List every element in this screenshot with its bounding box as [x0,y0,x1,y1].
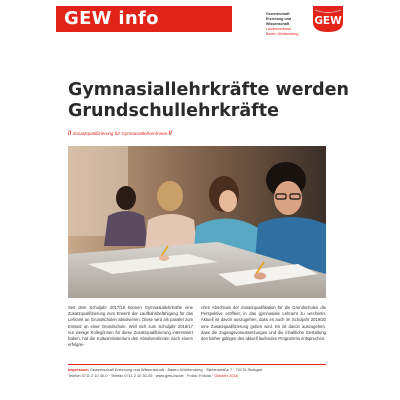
article-body [68,305,326,355]
org-line: Gewerkschaft [266,12,290,16]
title-line: Gymnasiallehrkräfte werden [68,80,349,100]
organization-name [266,12,314,37]
subtitle-text: Zusatzqualifizierung für Gymnasiallehrer/innen [72,131,168,136]
article-title [68,80,358,122]
org-line: Landesverband [266,27,291,31]
footer-imprint [68,367,338,379]
imprint-date: Oktober 2018 [214,373,238,378]
footer-divider [68,364,326,365]
title-line: Grundschullehrkräfte [68,101,280,121]
imprint-address: Gewerkschaft Erziehung und Wissenschaft · Baden-Württemberg · Silcherstraße 7 · 70176 Stuttgart [89,367,263,372]
footer-line [68,373,338,379]
article-column-right: chen Abschluss der Zusatzqualifikation für die Grundschulen die Perspektive eröffnet, in das gymnasiale Lehramt zu wechseln. Aktuell ist davon auszugehen, dass es auch im Schuljahr 2019/20 eine Zusatzqualifizierung geben wird. Es ist davon auszugehen, dass die Zugangsvoraussetzungen und die inhaltliche Gestaltung den bisher gültigen des aktuell laufenden Programms entsprechen. [201,305,326,342]
article-column-left: Seit dem Schuljahr 2017/18 können Gymnasiallehrkräfte eine Zusatzqualifizierung zum Erwerb der Laufbahnbefähigung für das Lehramt an Grundschulen absolvieren. Diese wird als parallel zum Einsatz an einer Grundschule. Weil sich zum Schuljahr 2016/17 nur wenige Kolleg/innen für diese Zusatzqualifizierung interessiert haben, hat die Kultusministerium den Absolvent/innen nach einem erfolgrei- [68,305,193,348]
org-line: Erziehung und Wissenschaft [266,17,291,26]
imprint-contact: Telefon 0711 2 10 30-0 · Telefax 0711 2 10 30-45 · www.gew-bw.de · Fotos: Fotolia · [68,373,214,378]
logo-text: GEW [314,15,342,27]
subtitle-marker: // [168,131,172,137]
org-line: Baden-Württemberg [266,32,299,36]
article-subtitle [68,131,328,137]
classroom-photo [68,146,326,298]
banner-title: GEW info [56,6,232,32]
gew-logo-icon [310,4,346,34]
subtitle-marker: // [68,131,72,137]
imprint-label: Impressum [68,367,89,372]
